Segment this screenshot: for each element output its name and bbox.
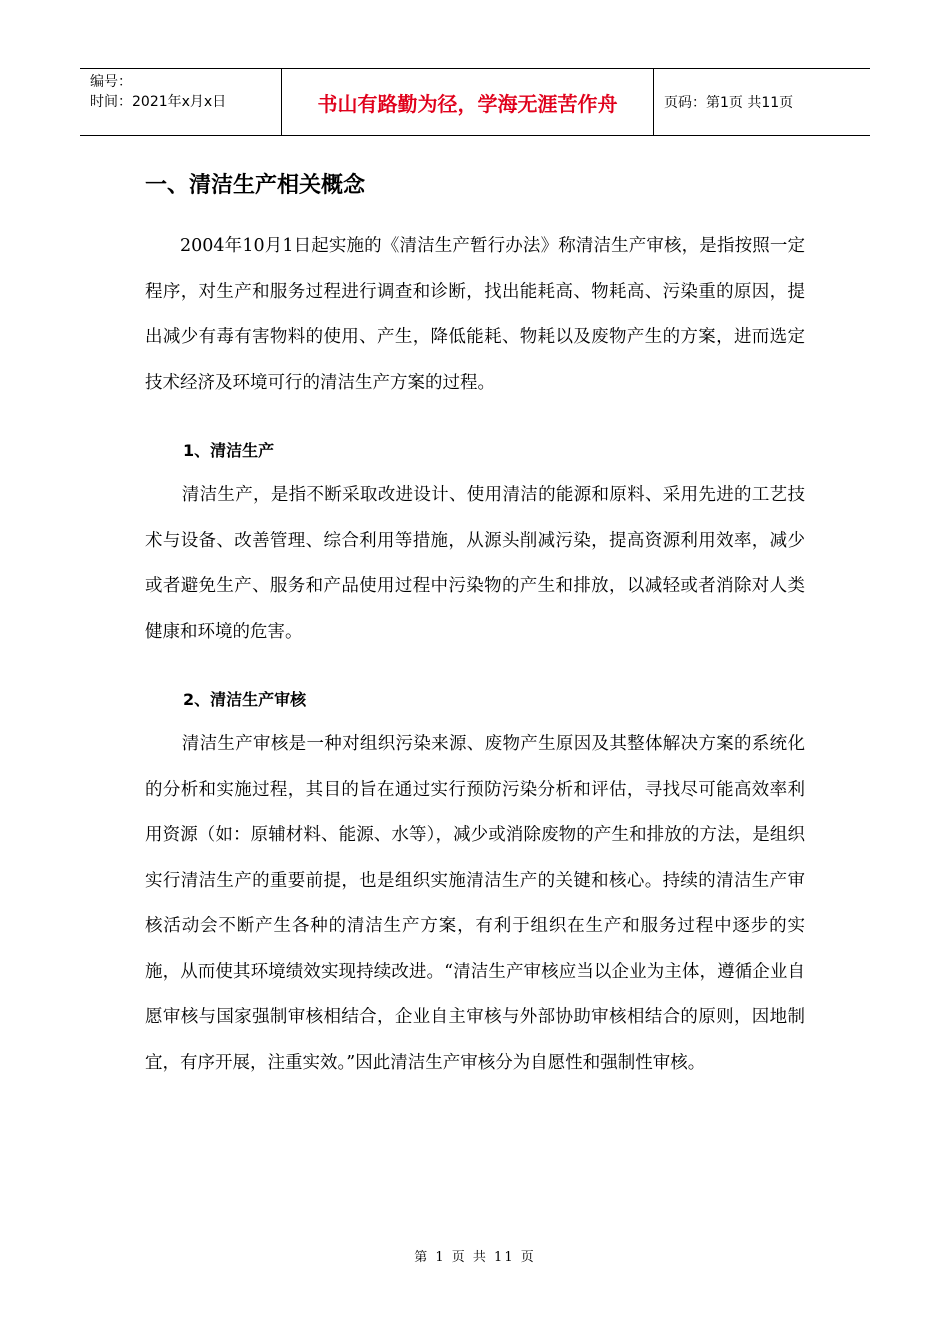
header-page-number: 页码：第1页 共11页 [664, 95, 794, 111]
section-heading: 1、清洁生产 [183, 441, 275, 460]
document-title: 一、清洁生产相关概念 [145, 173, 366, 198]
serial-number-label: 编号： [90, 74, 132, 90]
section-paragraph: 清洁生产审核是一种对组织污染来源、废物产生原因及其整体解决方案的系统化的分析和实施过程，其目的旨在通过实行预防污染分析和评估，寻找尽可能高效率利用资源（如：原辅材料、能源、水等），减少或消除废物的产生和排放的方法，是组织实行清洁生产的重要前提，也是组织实施清洁生产的关键和核心。持续的清洁生产审核活动会不断产生各种的清洁生产方案，有利于组织在生产和服务过程中逐步的实施，从而使其环境绩效实现持续改进。“清洁生产审核应当以企业为主体，遵循企业自愿审核与国家强制审核相结合，企业自主审核与外部协助审核相结合的原则，因地制宜，有序开展，注重实效。”因此清洁生产审核分为自愿性和强制性审核。 [145, 734, 805, 1073]
page-footer: 第 1 页 共 11 页 [414, 1250, 536, 1265]
header-meta [80, 69, 282, 135]
section-cleaner-production [145, 428, 805, 655]
intro-paragraph: 2004年10月1日起实施的《清洁生产暂行办法》称清洁生产审核，是指按照一定程序，对生产和服务过程进行调查和诊断，找出能耗高、物耗高、污染重的原因，提出减少有毒有害物料的使用、产生，降低能耗、物耗以及废物产生的方案，进而选定技术经济及环境可行的清洁生产方案的过程。 [145, 236, 805, 393]
document-body [145, 160, 805, 1086]
date-label: 时间：2021年x月x日 [90, 94, 227, 110]
section-heading: 2、清洁生产审核 [183, 690, 307, 709]
page-header [80, 68, 870, 136]
header-motto: 书山有路勤为径，学海无涯苦作舟 [282, 69, 654, 135]
section-cleaner-production-audit [145, 677, 805, 1086]
section-paragraph: 清洁生产，是指不断采取改进设计、使用清洁的能源和原料、采用先进的工艺技术与设备、改善管理、综合利用等措施，从源头削减污染，提高资源利用效率，减少或者避免生产、服务和产品使用过程中污染物的产生和排放，以减轻或者消除对人类健康和环境的危害。 [145, 485, 805, 642]
